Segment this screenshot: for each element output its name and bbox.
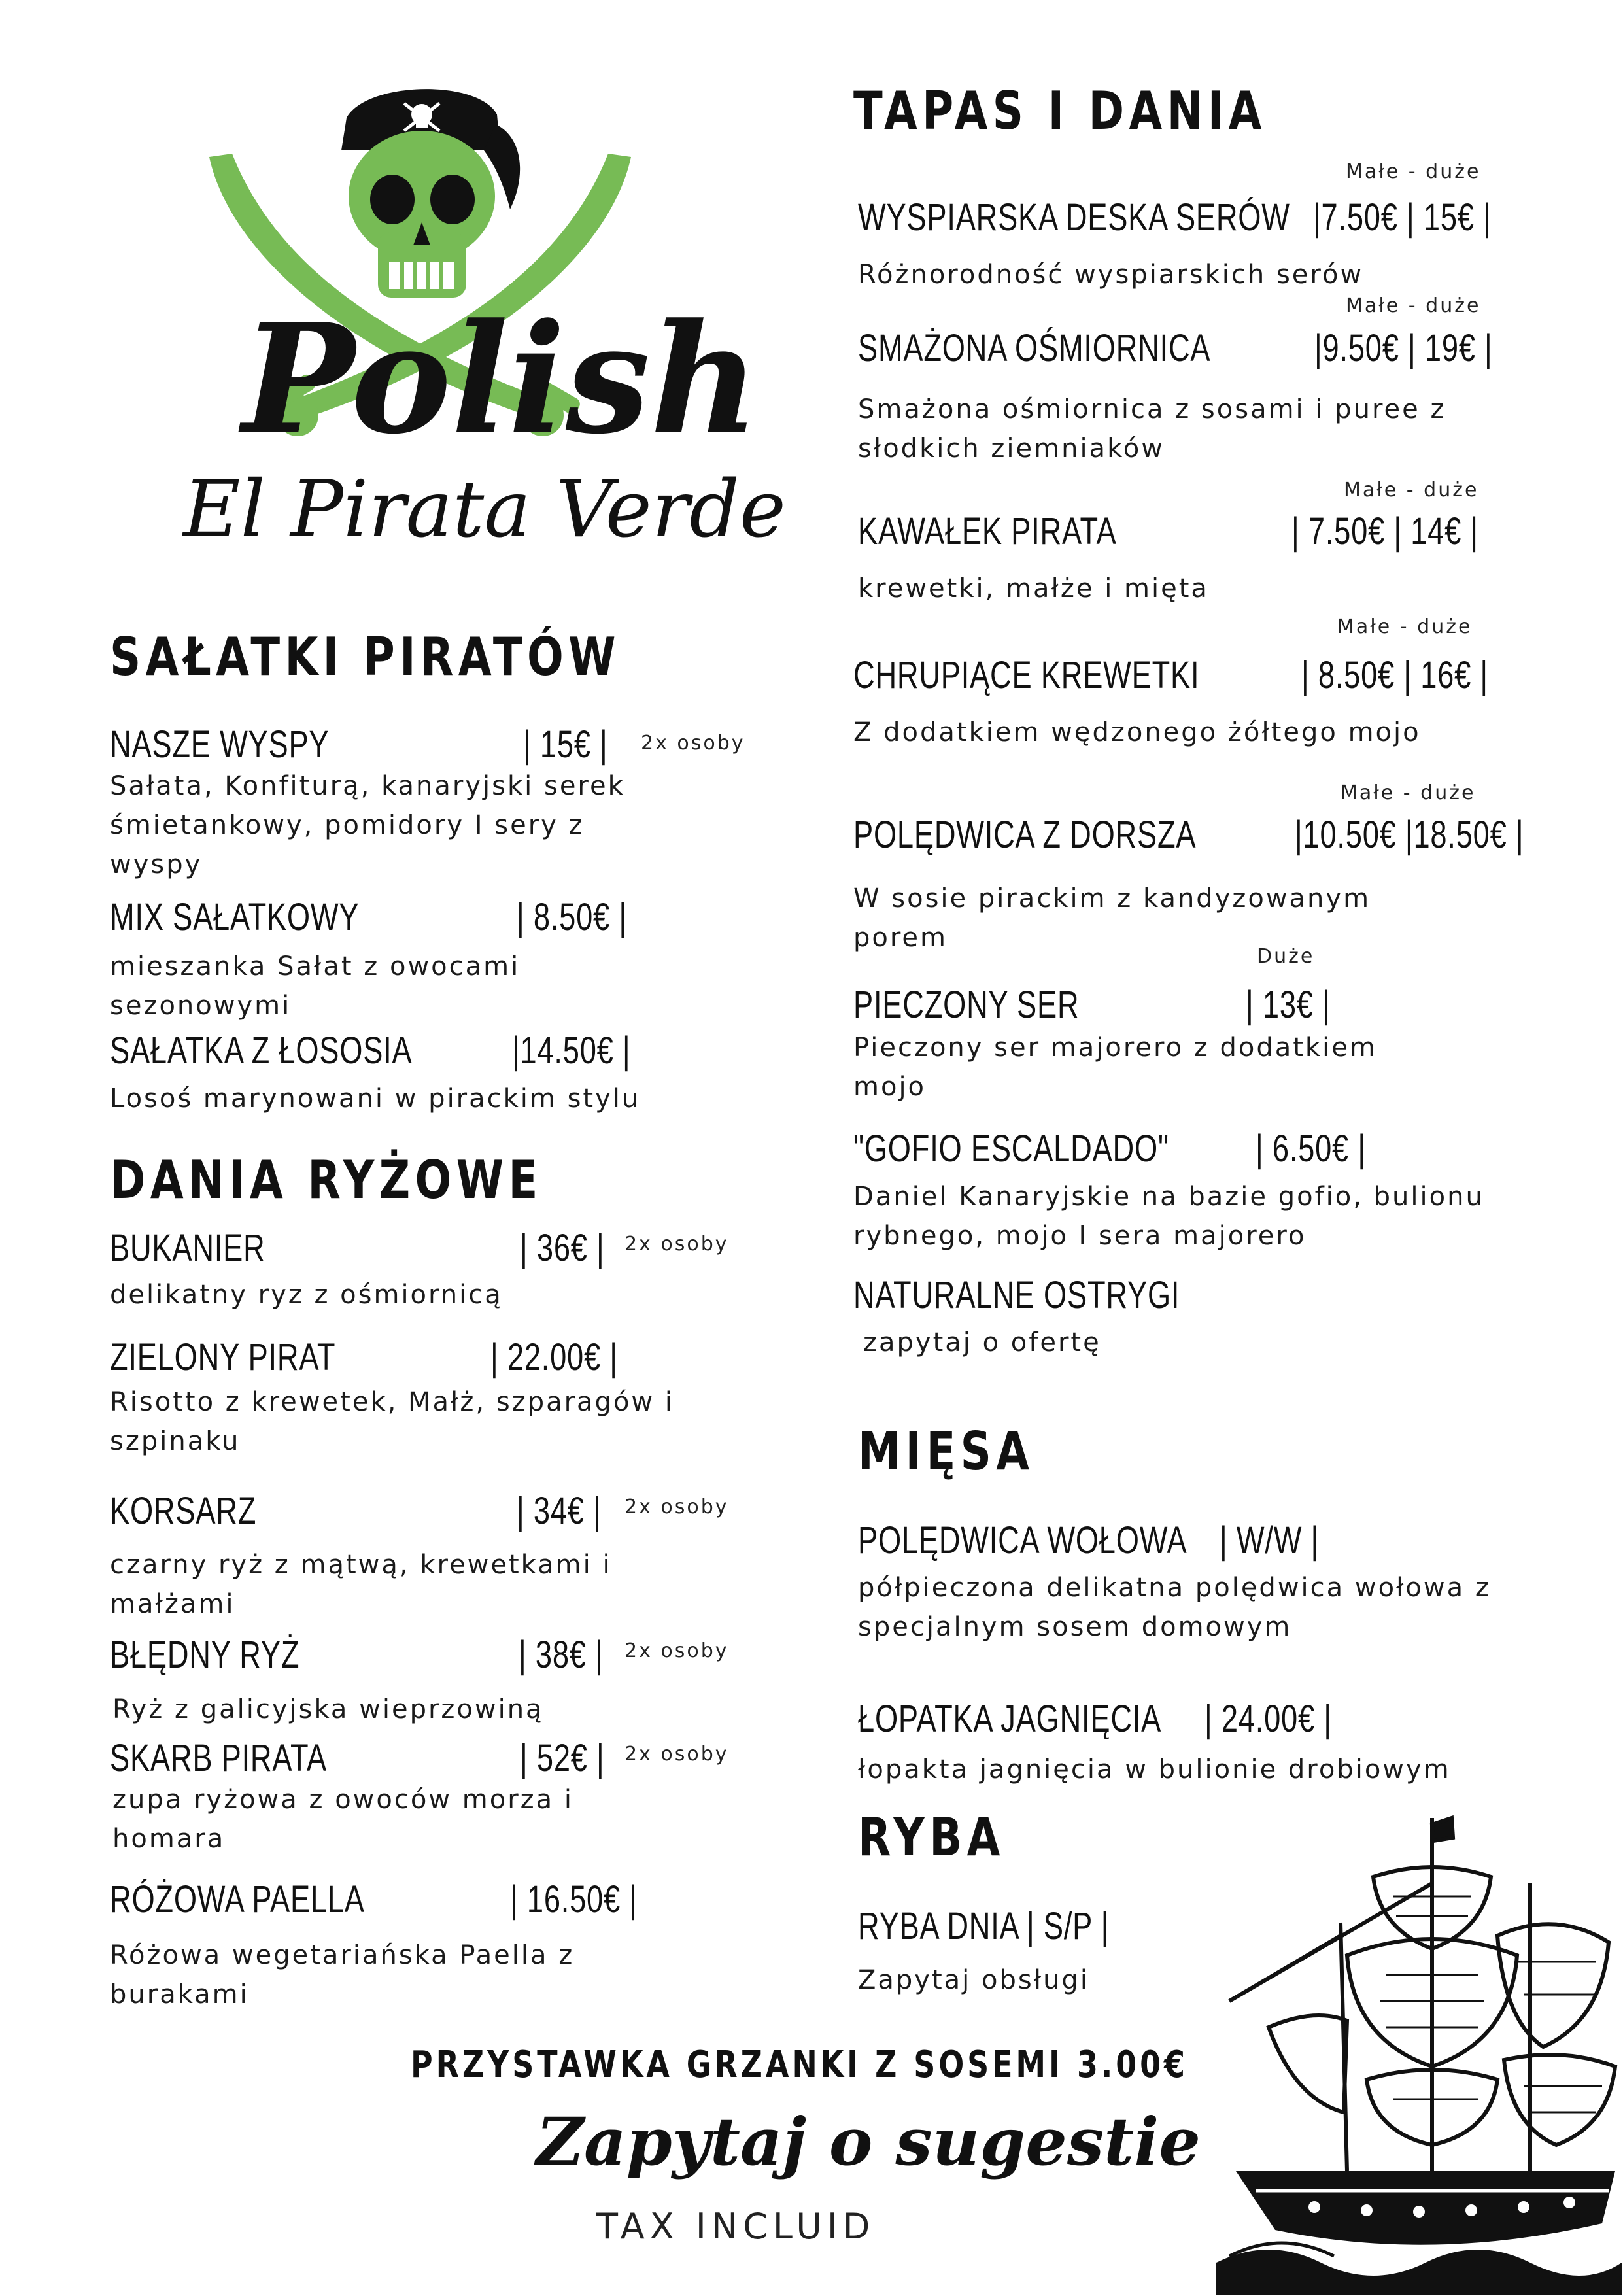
rice-1-note: 2x osoby <box>624 1233 729 1256</box>
meat-2-name: ŁOPATKA JAGNIĘCIA <box>858 1698 1162 1740</box>
tapas-2-desc: Smażona ośmiornica z sosami i puree z słodkich ziemniaków <box>858 394 1446 464</box>
fish-1-desc: Zapytaj obsługi <box>858 1965 1089 1995</box>
salads-section-title: SAŁATKI PIRATÓW <box>110 626 621 687</box>
tapas-4-name: CHRUPIĄCE KREWETKI <box>853 654 1200 696</box>
tapas-3-desc: krewetki, małże i mięta <box>858 574 1209 604</box>
salad-3-desc: Losoś marynowani w pirackim stylu <box>110 1084 641 1114</box>
tapas-4-size: Małe - duże <box>1337 615 1473 638</box>
rice-6-desc: Różowa wegetariańska Paella z burakami <box>110 1940 575 2010</box>
meat-2-price: | 24.00€ | <box>1204 1698 1332 1740</box>
salad-1-price: | 15€ | <box>523 723 608 766</box>
rice-5-note: 2x osoby <box>624 1743 729 1766</box>
tapas-6-name: PIECZONY SER <box>853 984 1080 1026</box>
rice-section-title: DANIA RYŻOWE <box>110 1150 543 1210</box>
meat-1-price: | W/W | <box>1220 1519 1320 1562</box>
tapas-section-title: TAPAS I DANIA <box>853 80 1267 141</box>
salad-1-desc: Sałata, Konfiturą, kanaryjski serek śmietankowy, pomidory I sery z wyspy <box>110 771 625 880</box>
rice-1-desc: delikatny ryz z ośmiornicą <box>110 1280 503 1310</box>
rice-6-name: RÓŻOWA PAELLA <box>110 1878 365 1921</box>
tapas-4-desc: Z dodatkiem wędzonego żółtego mojo <box>853 717 1421 747</box>
meat-1-name: POLĘDWICA WOŁOWA <box>858 1519 1187 1562</box>
rice-3-note: 2x osoby <box>624 1496 729 1518</box>
meats-section-title: MIĘSA <box>858 1421 1034 1482</box>
fish-section-title: RYBA <box>858 1807 1005 1868</box>
rice-5-name: SKARB PIRATA <box>110 1737 327 1779</box>
logo-word: Polish <box>242 291 760 468</box>
tapas-8-name: NATURALNE OSTRYGI <box>853 1274 1180 1316</box>
rice-1-name: BUKANIER <box>110 1227 265 1269</box>
pirate-skull-logo-icon <box>170 78 760 484</box>
tapas-7-name: "GOFIO ESCALDADO" <box>853 1127 1169 1170</box>
tapas-7-price: | 6.50€ | <box>1256 1127 1366 1170</box>
tapas-3-size: Małe - duże <box>1344 479 1479 502</box>
tapas-5-size: Małe - duże <box>1341 781 1476 804</box>
rice-4-note: 2x osoby <box>624 1639 729 1662</box>
logo-subtitle <box>177 445 786 575</box>
tapas-7-desc: Daniel Kanaryjskie na bazie gofio, bulionu rybnego, mojo I sera majorero <box>853 1182 1484 1251</box>
tapas-3-name: KAWAŁEK PIRATA <box>858 510 1117 553</box>
pirate-ship-icon <box>1216 1805 1622 2295</box>
salad-2-price: | 8.50€ | <box>517 896 627 938</box>
rice-2-desc: Risotto z krewetek, Małż, szparagów i szpinaku <box>110 1387 674 1456</box>
salad-2-desc: mieszanka Sałat z owocami sezonowymi <box>110 951 521 1021</box>
salad-3-name: SAŁATKA Z ŁOSOSIA <box>110 1029 413 1072</box>
starter-offer: PRZYSTAWKA GRZANKI Z SOSEMI 3.00€ <box>411 2044 1188 2086</box>
rice-3-price: | 34€ | <box>517 1490 602 1532</box>
rice-5-desc: zupa ryżowa z owoców morza i homara <box>112 1785 573 1854</box>
rice-5-price: | 52€ | <box>520 1737 605 1779</box>
rice-6-price: | 16.50€ | <box>510 1878 638 1921</box>
logo-subtitle-text: El Pirata Verde <box>183 464 786 555</box>
tapas-1-price: |7.50€ | 15€ | <box>1313 196 1492 239</box>
tapas-5-name: POLĘDWICA Z DORSZA <box>853 814 1197 856</box>
tapas-3-price: | 7.50€ | 14€ | <box>1291 510 1478 553</box>
salad-2-name: MIX SAŁATKOWY <box>110 896 360 938</box>
tapas-8-desc: zapytaj o ofertę <box>863 1328 1101 1358</box>
salad-1-name: NASZE WYSPY <box>110 723 330 766</box>
tapas-1-desc: Różnorodność wyspiarskich serów <box>858 260 1364 290</box>
salad-3-price: |14.50€ | <box>512 1029 631 1072</box>
tapas-2-size: Małe - duże <box>1346 294 1481 317</box>
suggestion-text: Zapytaj o sugestie <box>536 2103 1201 2180</box>
rice-3-desc: czarny ryż z mątwą, krewetkami i małżami <box>110 1550 612 1619</box>
tax-note: TAX INCLUID <box>596 2206 876 2247</box>
tapas-1-size: Małe - duże <box>1346 160 1481 183</box>
tapas-1-name: WYSPIARSKA DESKA SERÓW <box>858 196 1290 239</box>
tapas-6-desc: Pieczony ser majorero z dodatkiem mojo <box>853 1033 1377 1102</box>
tapas-2-name: SMAŻONA OŚMIORNICA <box>858 327 1211 369</box>
rice-1-price: | 36€ | <box>520 1227 605 1269</box>
tapas-5-desc: W sosie pirackim z kandyzowanym porem <box>853 883 1371 953</box>
rice-4-price: | 38€ | <box>519 1634 604 1676</box>
tapas-6-price: | 13€ | <box>1246 984 1331 1026</box>
tapas-4-price: | 8.50€ | 16€ | <box>1301 654 1488 696</box>
rice-4-desc: Ryż z galicyjska wieprzowiną <box>112 1694 544 1724</box>
rice-2-price: | 22.00€ | <box>490 1336 618 1379</box>
salad-1-note: 2x osoby <box>641 732 745 755</box>
fish-1-price: | S/P | <box>1027 1905 1110 1947</box>
meat-1-desc: półpieczona delikatna polędwica wołowa z specjalnym sosem domowym <box>858 1573 1491 1642</box>
tapas-2-price: |9.50€ | 19€ | <box>1314 327 1493 369</box>
tapas-6-size: Duże <box>1257 945 1315 968</box>
meat-2-desc: łopakta jagnięcia w bulionie drobiowym <box>858 1755 1451 1785</box>
fish-1-name: RYBA DNIA <box>858 1905 1020 1947</box>
rice-2-name: ZIELONY PIRAT <box>110 1336 336 1379</box>
tapas-5-price: |10.50€ |18.50€ | <box>1295 814 1524 856</box>
rice-4-name: BŁĘDNY RYŻ <box>110 1634 300 1676</box>
rice-3-name: KORSARZ <box>110 1490 257 1532</box>
